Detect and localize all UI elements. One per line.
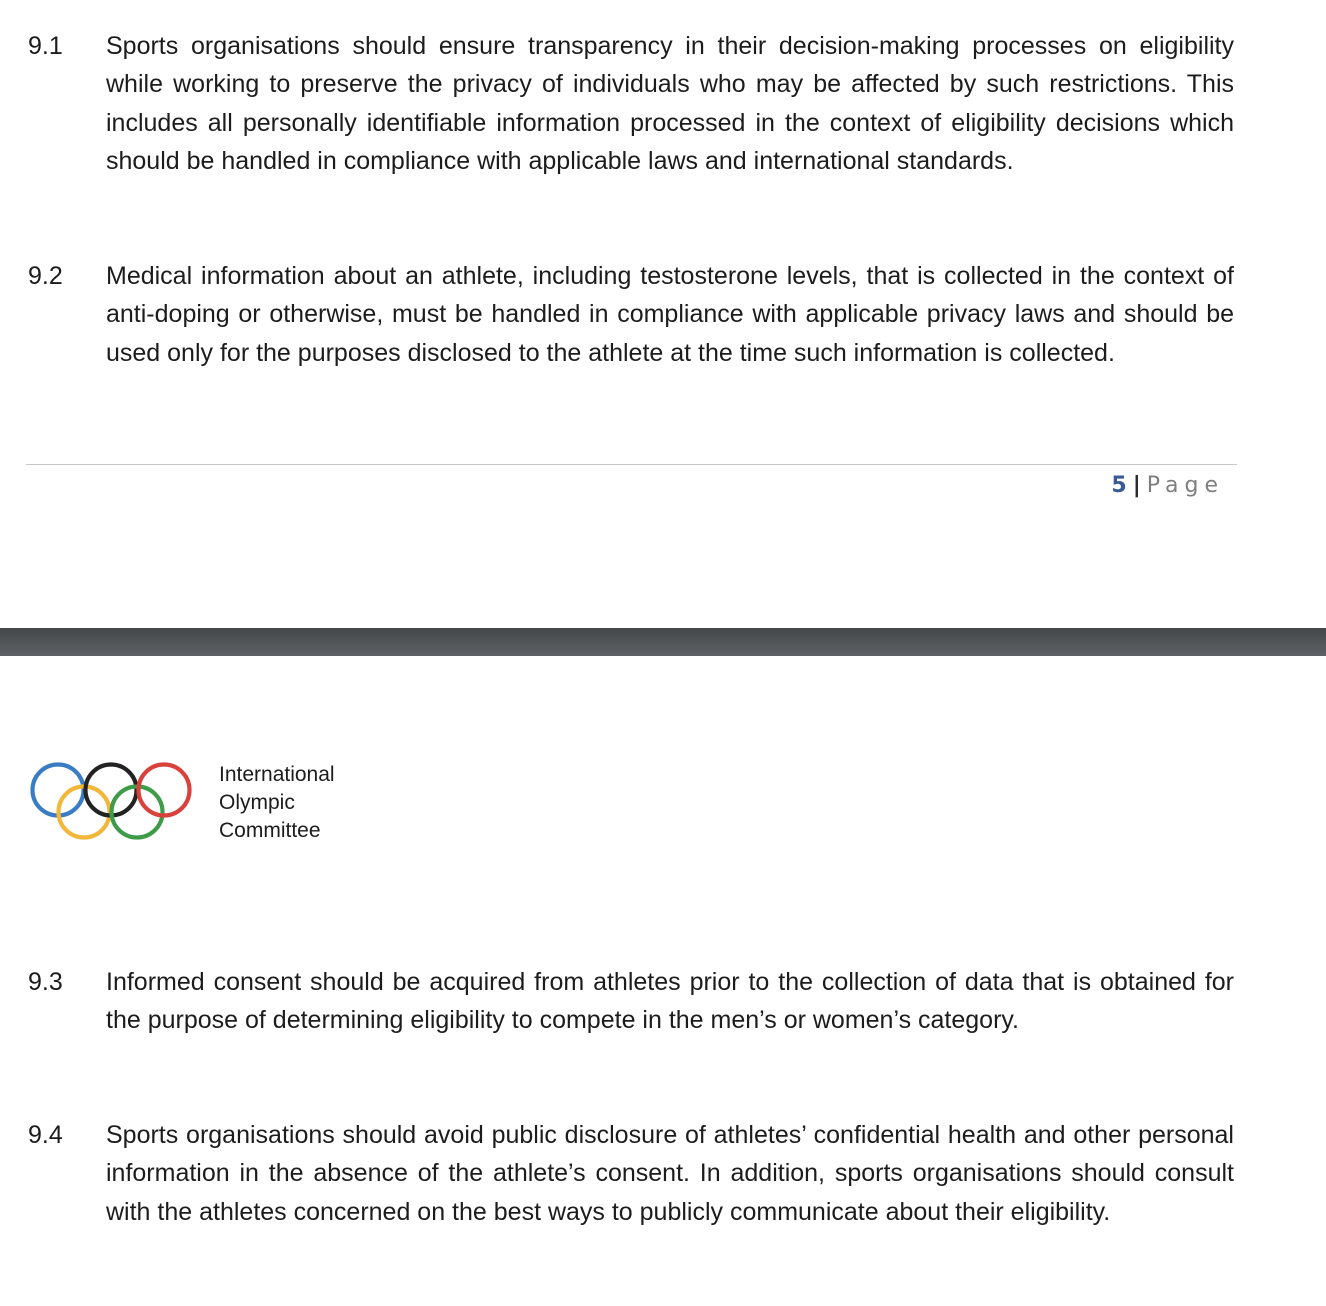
page-number: 5: [1111, 473, 1127, 498]
page-break-gap: [0, 628, 1326, 656]
page-number-separator: |: [1132, 473, 1141, 498]
clause-text: Sports organisations should ensure transparency in their decision-making processes on eligibility while working to preserve the privacy of individuals who may be affected by such restrictions. This includes all personally identifiable information processed in the context of eligibility decisions which should be handled in compliance with applicable laws and international standards.: [106, 32, 1234, 176]
logo-line-international: International: [219, 763, 335, 786]
clause-9-2: [28, 257, 1234, 372]
clause-text: Sports organisations should avoid public disclosure of athletes’ confidential health and other personal information in the absence of the athlete’s consent. In addition, sports organisations should consult with the athletes concerned on the best ways to publicly communicate about their eligibility.: [106, 1121, 1234, 1226]
clause-number: 9.4: [28, 1121, 63, 1149]
logo-line-olympic: Olympic: [219, 791, 295, 814]
clause-number: 9.3: [28, 968, 63, 996]
page-number-footer: [1111, 472, 1224, 500]
clause-9-4: [28, 1116, 1234, 1231]
olympic-rings-icon: [28, 760, 198, 850]
clause-number: 9.2: [28, 262, 63, 290]
logo-wordmark: [219, 761, 335, 845]
clause-number: 9.1: [28, 32, 63, 60]
page-label: Page: [1146, 473, 1224, 498]
clause-text: Medical information about an athlete, including testosterone levels, that is collected in the context of anti-doping or otherwise, must be handled in compliance with applicable privacy laws and should be used only for the purposes disclosed to the athlete at the time such information is collected.: [106, 262, 1234, 367]
clause-text: Informed consent should be acquired from athletes prior to the collection of data that is obtained for the purpose of determining eligibility to compete in the men’s or women’s category.: [106, 968, 1234, 1035]
footer-divider: [26, 464, 1237, 465]
document-page-5: [0, 0, 1326, 628]
clause-9-3: [28, 963, 1234, 1040]
clause-9-1: [28, 27, 1234, 181]
logo-line-committee: Committee: [219, 819, 321, 842]
